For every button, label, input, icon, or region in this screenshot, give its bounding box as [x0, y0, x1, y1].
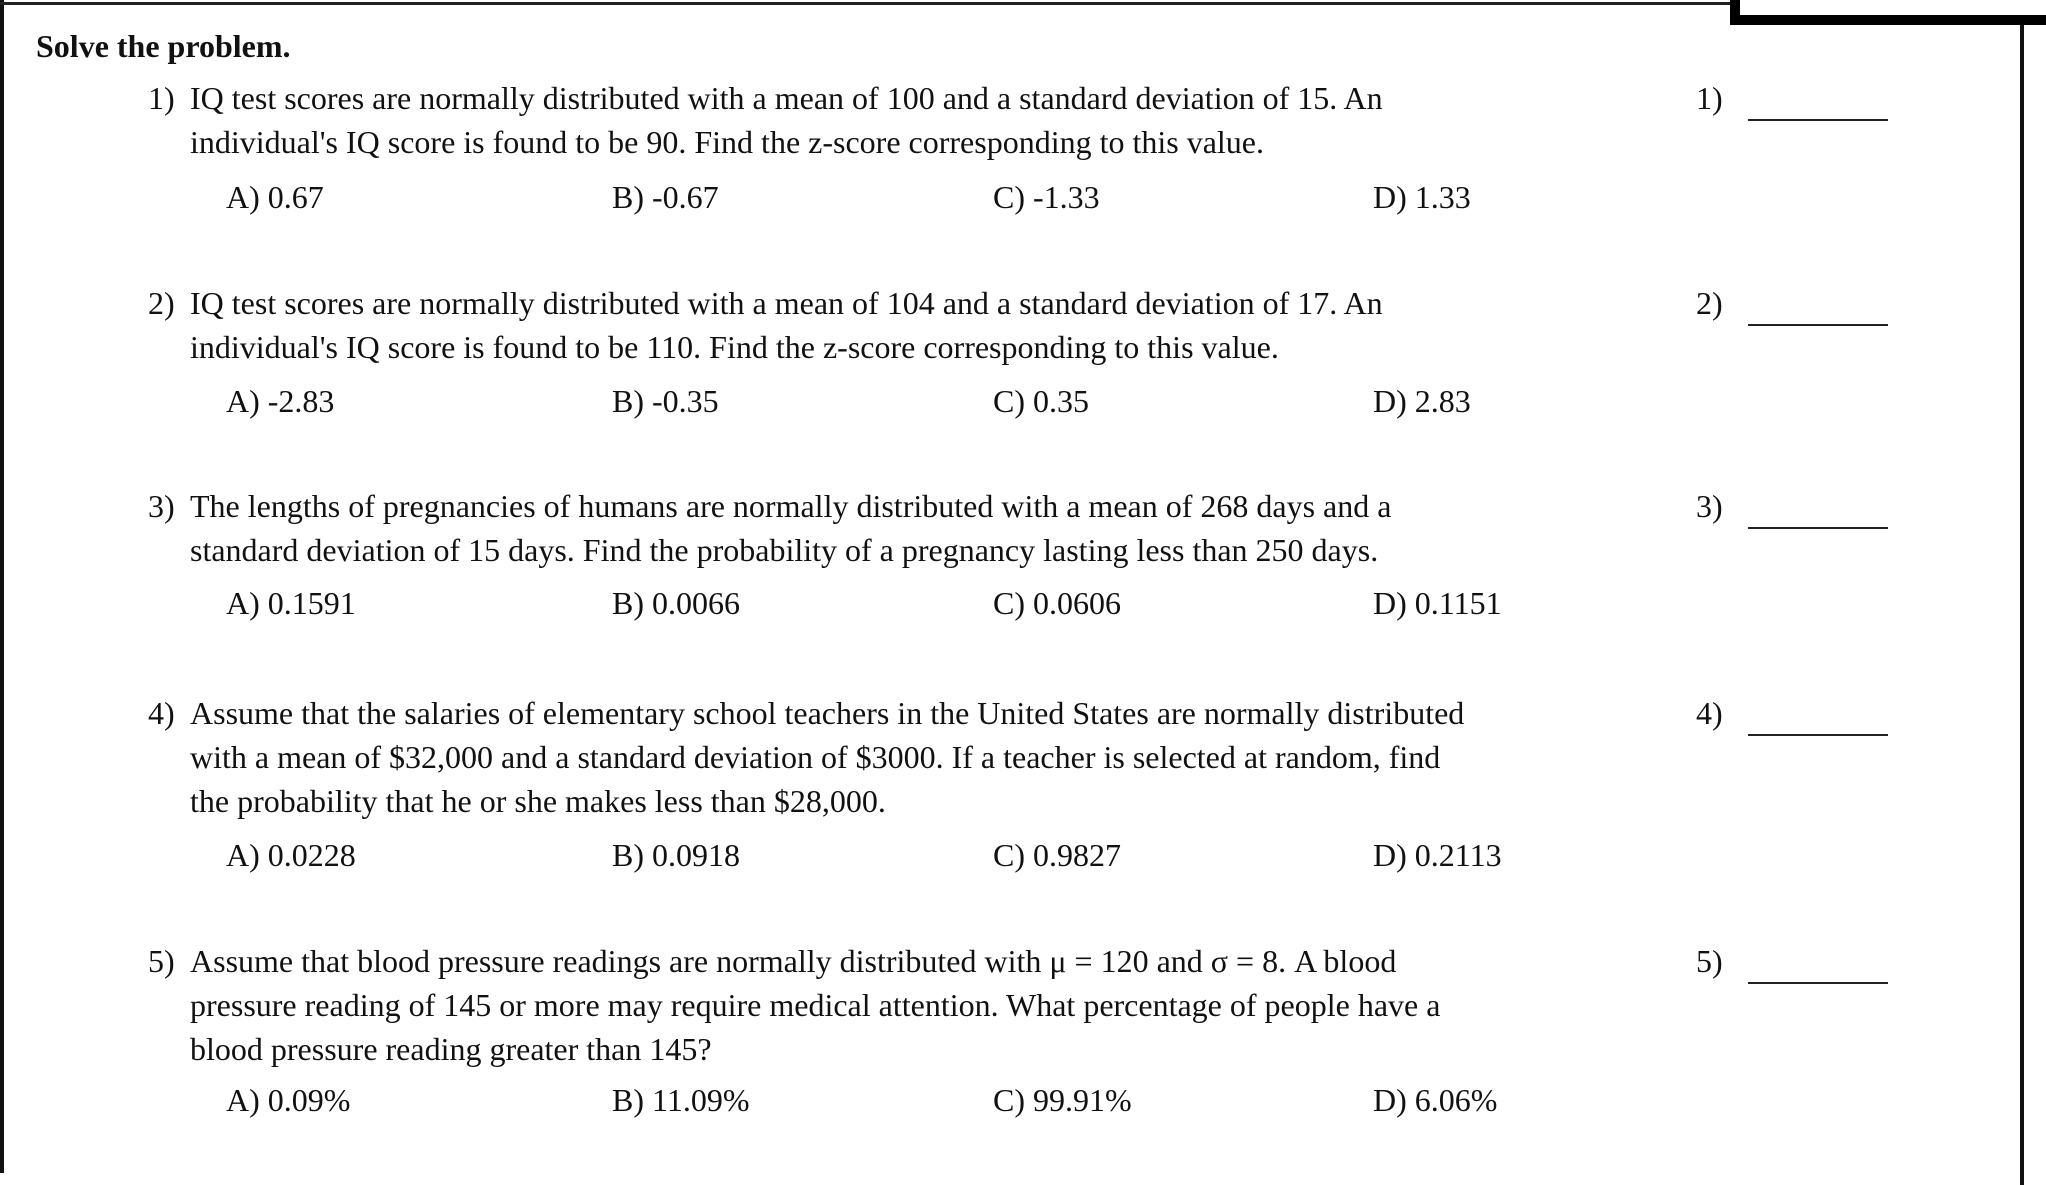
answer-choice-a: A) 0.1591	[226, 585, 356, 621]
answer-blank[interactable]	[1748, 119, 1888, 121]
answer-choice-a: A) 0.0228	[226, 837, 356, 873]
answer-label: 4)	[1696, 695, 1723, 731]
answer-label: 5)	[1696, 943, 1723, 979]
answer-blank[interactable]	[1748, 982, 1888, 984]
question-text-line: IQ test scores are normally distributed with a mean of 104 and a standard deviation of 17. An	[190, 285, 1383, 321]
answer-choice-d: D) 1.33	[1373, 179, 1471, 215]
answer-label: 3)	[1696, 488, 1723, 524]
answer-choice-d: D) 2.83	[1373, 383, 1471, 419]
answer-choice-c: C) 0.35	[993, 383, 1089, 419]
question-text-line: blood pressure reading greater than 145?	[190, 1031, 712, 1067]
question-number: 1)	[148, 80, 175, 116]
answer-choice-d: D) 0.1151	[1373, 585, 1502, 621]
answer-blank[interactable]	[1748, 527, 1888, 529]
answer-blank[interactable]	[1748, 734, 1888, 736]
instructions-heading: Solve the problem.	[36, 28, 291, 64]
page-border-left	[0, 0, 4, 1173]
answer-choice-c: C) 0.9827	[993, 837, 1121, 873]
question-text-line: the probability that he or she makes less than $28,000.	[190, 783, 886, 819]
question-text-line: IQ test scores are normally distributed with a mean of 100 and a standard deviation of 15. An	[190, 80, 1383, 116]
answer-choice-c: C) 99.91%	[993, 1082, 1132, 1118]
answer-choice-d: D) 6.06%	[1373, 1082, 1498, 1118]
question-number: 5)	[148, 943, 175, 979]
answer-choice-d: D) 0.2113	[1373, 837, 1502, 873]
page-border-top	[0, 2, 1735, 5]
answer-choice-b: B) 0.0918	[612, 837, 740, 873]
question-text-line: The lengths of pregnancies of humans are normally distributed with a mean of 268 days and a	[190, 488, 1392, 524]
answer-label: 1)	[1696, 80, 1723, 116]
corner-box	[1730, 0, 2046, 25]
question-text-line: standard deviation of 15 days. Find the probability of a pregnancy lasting less than 250 days.	[190, 532, 1379, 568]
question-text-line: with a mean of $32,000 and a standard deviation of $3000. If a teacher is selected at random, find	[190, 739, 1441, 775]
answer-choice-b: B) 0.0066	[612, 585, 740, 621]
question-text-line: individual's IQ score is found to be 90. Find the z-score corresponding to this value.	[190, 124, 1264, 160]
question-text-line: individual's IQ score is found to be 110. Find the z-score corresponding to this value.	[190, 329, 1279, 365]
answer-blank[interactable]	[1748, 324, 1888, 326]
question-text-line: pressure reading of 145 or more may require medical attention. What percentage of people have a	[190, 987, 1441, 1023]
answer-choice-c: C) -1.33	[993, 179, 1100, 215]
answer-label: 2)	[1696, 285, 1723, 321]
question-number: 2)	[148, 285, 175, 321]
answer-choice-c: C) 0.0606	[993, 585, 1121, 621]
answer-choice-b: B) -0.35	[612, 383, 719, 419]
question-text-line: Assume that the salaries of elementary school teachers in the United States are normally distributed	[190, 695, 1465, 731]
answer-choice-a: A) 0.09%	[226, 1082, 351, 1118]
question-number: 3)	[148, 488, 175, 524]
answer-choice-b: B) -0.67	[612, 179, 719, 215]
question-text-line: Assume that blood pressure readings are normally distributed with μ = 120 and σ = 8. A blood	[190, 943, 1397, 979]
answer-choice-a: A) -2.83	[226, 383, 335, 419]
answer-choice-b: B) 11.09%	[612, 1082, 750, 1118]
answer-choice-a: A) 0.67	[226, 179, 324, 215]
question-number: 4)	[148, 695, 175, 731]
page-border-right	[2020, 25, 2024, 1185]
